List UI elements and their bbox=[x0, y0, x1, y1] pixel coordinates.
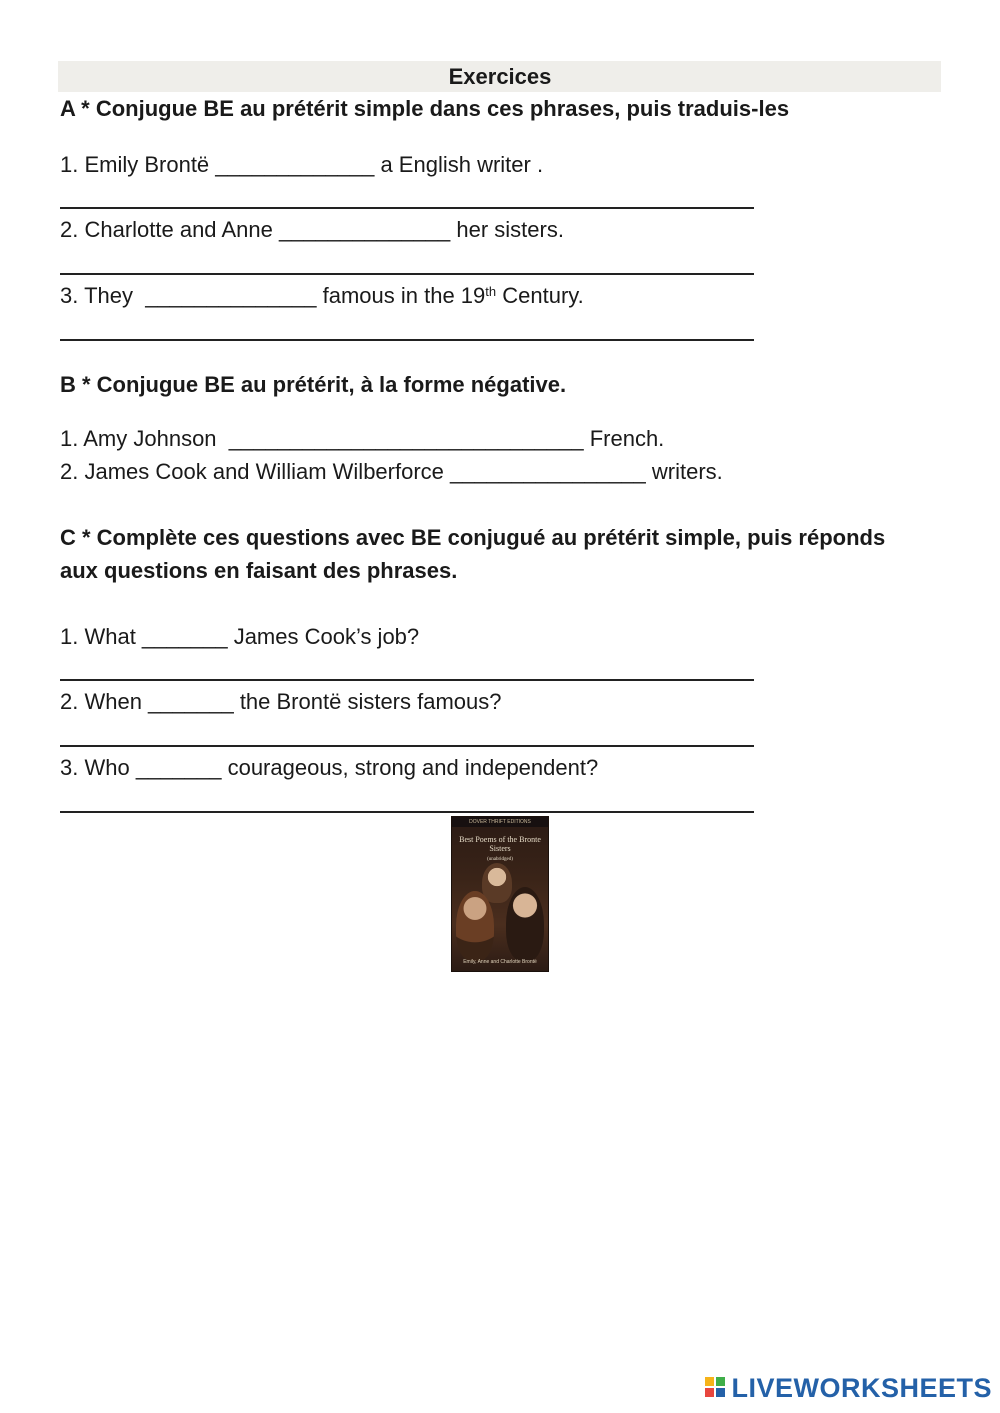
translation-line[interactable] bbox=[60, 273, 754, 275]
translation-line[interactable] bbox=[60, 207, 754, 209]
book-authors: Emily, Anne and Charlotte Brontë bbox=[463, 959, 537, 965]
answer-blank[interactable]: ______________ bbox=[145, 283, 317, 308]
book-title: Best Poems of the Bronte Sisters (unabridged) bbox=[459, 835, 541, 862]
answer-blank[interactable]: ______________ bbox=[278, 217, 451, 242]
liveworksheets-logo[interactable] bbox=[705, 1373, 992, 1403]
section-b-item-1: 1. Amy Johnson _____________________________ French. bbox=[60, 426, 665, 451]
section-b-heading: B * Conjugue BE au prétérit, à la forme négative. bbox=[60, 372, 567, 397]
answer-line[interactable] bbox=[60, 679, 754, 681]
answer-blank[interactable]: _____________________________ bbox=[228, 426, 584, 451]
section-a-heading: A * Conjugue BE au prétérit simple dans ces phrases, puis traduis-les bbox=[60, 96, 790, 121]
answer-blank[interactable]: _______ bbox=[148, 689, 234, 714]
section-c-item-1: 1. What _______ James Cook’s job? bbox=[60, 624, 420, 649]
liveworksheets-logo-icon bbox=[705, 1377, 727, 1399]
answer-line[interactable] bbox=[60, 745, 754, 747]
answer-blank[interactable]: _______ bbox=[141, 624, 228, 649]
portrait-figure bbox=[456, 891, 494, 961]
portrait-figure bbox=[506, 887, 544, 961]
section-a-item-3: 3. They ______________ famous in the 19th Century. bbox=[60, 283, 584, 308]
page-title: Exercices bbox=[448, 64, 552, 89]
section-b-item-2: 2. James Cook and William Wilberforce ________________ writers. bbox=[60, 459, 723, 484]
logo-text: LIVEWORKSHEETS bbox=[731, 1372, 992, 1403]
section-c-heading-line2: aux questions en faisant des phrases. bbox=[60, 558, 458, 583]
book-cover-image bbox=[451, 816, 549, 972]
book-series: DOVER THRIFT EDITIONS bbox=[452, 817, 548, 827]
section-c-item-3: 3. Who _______ courageous, strong and independent? bbox=[60, 755, 599, 780]
section-c-item-2: 2. When _______ the Brontë sisters famous? bbox=[60, 689, 502, 714]
translation-line[interactable] bbox=[60, 339, 754, 341]
answer-blank[interactable]: ________________ bbox=[450, 459, 646, 484]
answer-blank[interactable]: _____________ bbox=[215, 152, 375, 177]
portrait-figure bbox=[482, 863, 512, 903]
section-a-item-2: 2. Charlotte and Anne ______________ her sisters. bbox=[60, 217, 564, 242]
answer-line[interactable] bbox=[60, 811, 754, 813]
section-a-item-1: 1. Emily Brontë _____________ a English writer . bbox=[60, 152, 544, 177]
section-c-heading-line1: C * Complète ces questions avec BE conjugué au prétérit simple, puis réponds bbox=[60, 525, 886, 550]
answer-blank[interactable]: _______ bbox=[135, 755, 222, 780]
